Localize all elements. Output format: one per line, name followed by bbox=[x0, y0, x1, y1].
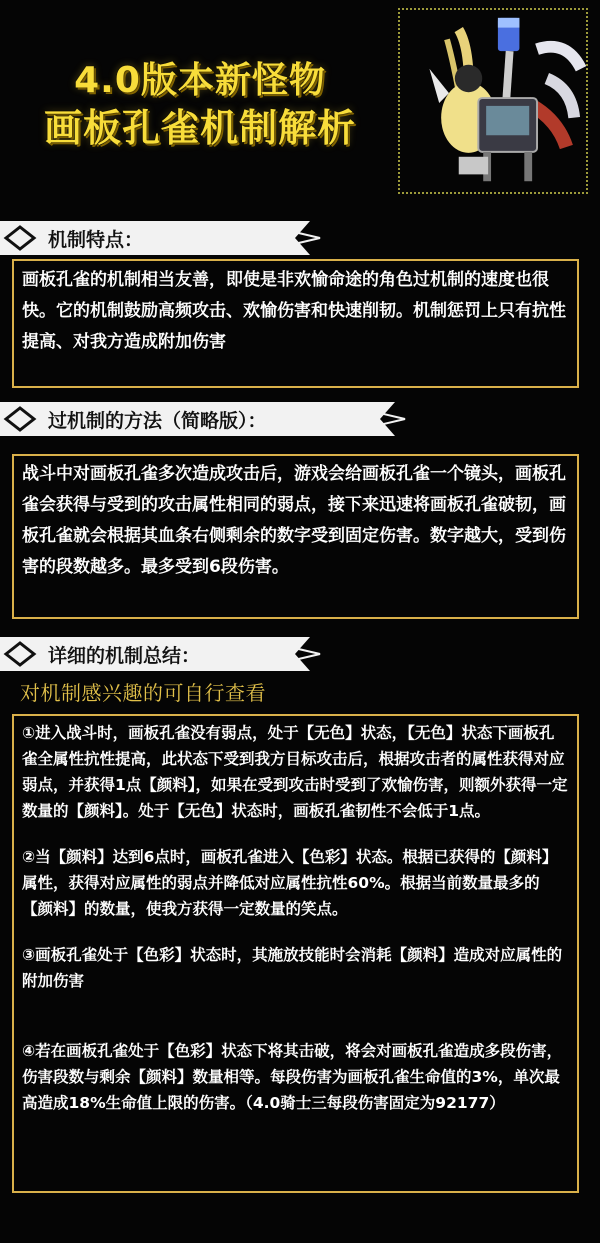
detail-item-3: ③画板孔雀处于【色彩】状态时，其施放技能时会消耗【颜料】造成对应属性的附加伤害 bbox=[22, 946, 563, 990]
features-body: 画板孔雀的机制相当友善，即使是非欢愉命途的角色过机制的速度也很快。它的机制鼓励高频攻击、欢愉伤害和快速削韧。机制惩罚上只有抗性提高、对我方造成附加伤害 bbox=[22, 270, 566, 352]
page-title bbox=[0, 58, 400, 152]
title-line-1: 4.0版本新怪物 bbox=[74, 60, 326, 101]
method-body: 战斗中对画板孔雀多次造成攻击后，游戏会给画板孔雀一个镜头，画板孔雀会获得与受到的攻击属性相同的弱点，接下来迅速将画板孔雀破韧，画板孔雀就会根据其血条右侧剩余的数字受到固定伤害。数字越大，受到伤害的段数越多。最多受到6段伤害。 bbox=[22, 464, 566, 577]
details-text-box bbox=[12, 714, 579, 1193]
section-header-features bbox=[0, 218, 600, 258]
character-art-frame bbox=[398, 8, 588, 194]
section-label-details: 详细的机制总结： bbox=[48, 645, 201, 667]
title-line-2: 画板孔雀机制解析 bbox=[43, 106, 356, 150]
section-label-features: 机制特点： bbox=[48, 229, 144, 251]
section-header-method bbox=[0, 399, 600, 439]
section-label-method: 过机制的方法（简略版）： bbox=[48, 410, 267, 432]
peacock-painter-icon bbox=[400, 10, 586, 192]
method-text-box bbox=[12, 454, 579, 619]
detail-item-1: ①进入战斗时，画板孔雀没有弱点，处于【无色】状态，【无色】状态下画板孔雀全属性抗性提高，此状态下受到我方目标攻击后，根据攻击者的属性获得对应弱点，并获得1点【颜料】，如果在受到攻击时受到了欢愉伤害，则额外获得一定数量的【颜料】。处于【无色】状态时，画板孔雀韧性不会低于1点。 bbox=[22, 724, 568, 820]
section-header-details bbox=[0, 634, 600, 674]
features-text-box bbox=[12, 259, 579, 388]
details-subtitle: 对机制感兴趣的可自行查看 bbox=[20, 681, 266, 705]
detail-item-4: ④若在画板孔雀处于【色彩】状态下将其击破，将会对画板孔雀造成多段伤害，伤害段数与剩余【颜料】数量相等。每段伤害为画板孔雀生命值的3%，单次最高造成18%生命值上限的伤害。（4.0骑士三每段伤害固定为92177） bbox=[22, 1042, 563, 1112]
detail-item-2: ②当【颜料】达到6点时，画板孔雀进入【色彩】状态。根据已获得的【颜料】属性，获得对应属性的弱点并降低对应属性抗性60%。根据当前数量最多的【颜料】的数量，使我方获得一定数量的笑点。 bbox=[22, 848, 558, 918]
